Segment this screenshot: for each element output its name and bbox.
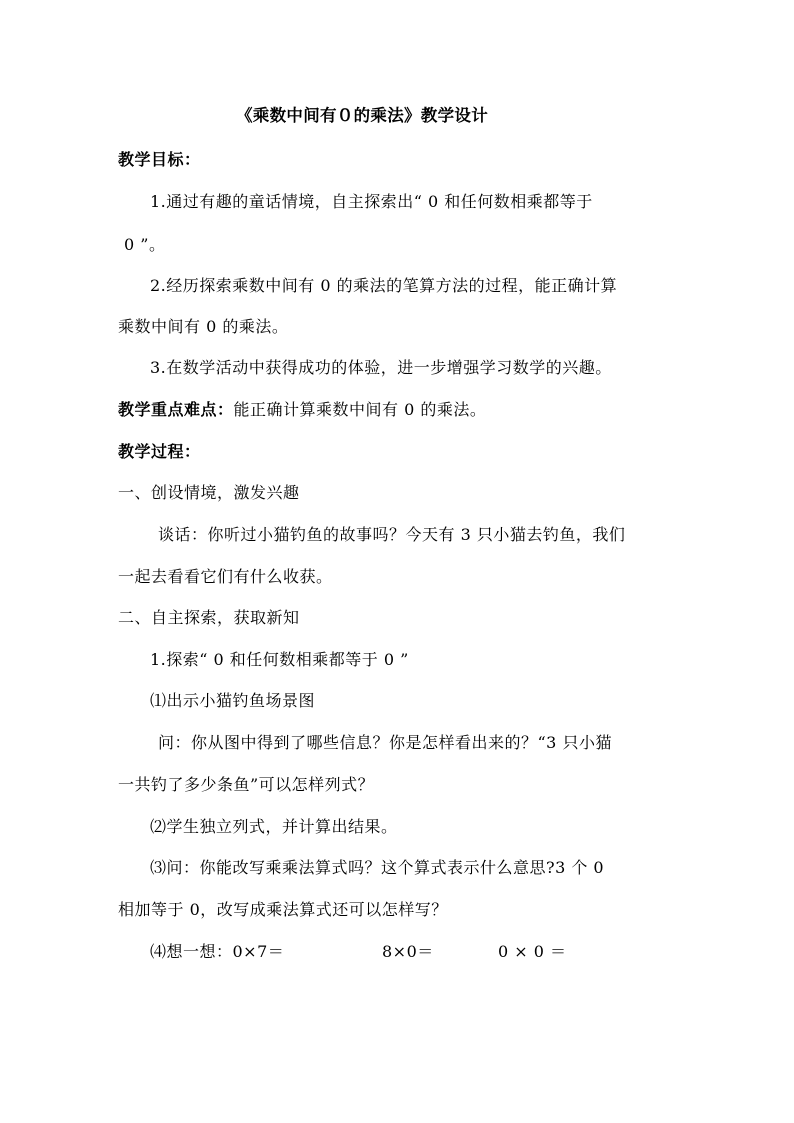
key-points-label: 教学重点难点： [118, 400, 234, 419]
talk-line-2: 一起去看看它们有什么收获。 [118, 567, 333, 586]
section-2-heading: 二、自主探索，获取新知 [118, 608, 300, 627]
key-points-text: 能正确计算乘数中间有 0 的乘法。 [233, 400, 487, 419]
goals-heading: 教学目标： [118, 150, 201, 169]
process-heading: 教学过程： [118, 442, 201, 461]
explore-1: 1.探索“ 0 和任何数相乘都等于 0 ” [150, 650, 409, 669]
document-title: 《乘数中间有０的乘法》教学设计 [236, 106, 488, 125]
talk-line-1: 谈话：你听过小猫钓鱼的故事吗？今天有 3 只小猫去钓鱼，我们 [158, 525, 626, 544]
step-4-label: ⑷想一想：0×7＝ [150, 942, 285, 961]
step-2: ⑵学生独立列式，并计算出结果。 [150, 817, 398, 836]
question-line-1: 问：你从图中得到了哪些信息？你是怎样看出来的？“3 只小猫 [158, 733, 612, 752]
goal-2-line-2: 乘数中间有 0 的乘法。 [118, 317, 289, 336]
step-3-line-2: 相加等于 0，改写成乘法算式还可以怎样写？ [118, 900, 448, 919]
goal-1-line-1: 1.通过有趣的童话情境，自主探索出“ 0 和任何数相乘都等于 [150, 192, 593, 211]
question-line-2: 一共钓了多少条鱼”可以怎样列式？ [118, 775, 375, 794]
key-points [118, 400, 486, 420]
step-4-expression-3: 0 × 0 ＝ [498, 942, 567, 961]
step-3-line-1: ⑶问：你能改写乘乘法算式吗？这个算式表示什么意思?3 个 0 [150, 858, 605, 877]
goal-2-line-1: 2.经历探索乘数中间有 0 的乘法的笔算方法的过程，能正确计算 [150, 276, 618, 295]
step-1: ⑴出示小猫钓鱼场景图 [150, 691, 316, 710]
goal-1-line-2: 0 ”。 [124, 235, 166, 254]
section-1-heading: 一、创设情境，激发兴趣 [118, 483, 300, 502]
goal-3: 3.在数学活动中获得成功的体验，进一步增强学习数学的兴趣。 [150, 358, 612, 377]
step-4-expression-2: 8×0＝ [382, 942, 434, 961]
